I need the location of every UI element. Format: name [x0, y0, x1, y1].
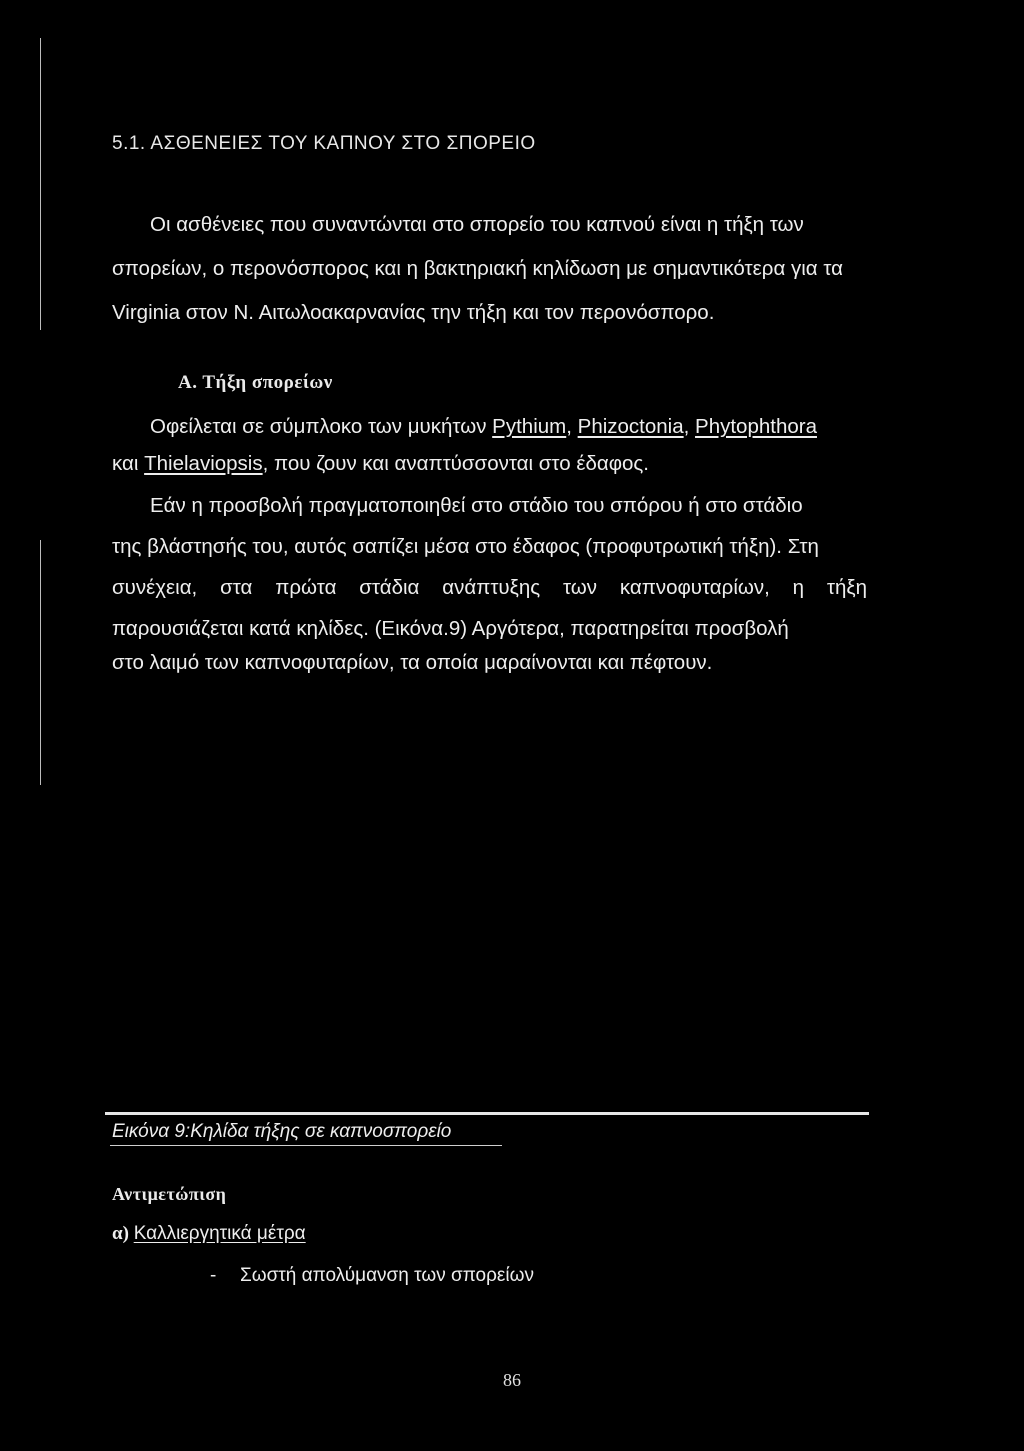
margin-scan-line [40, 38, 41, 330]
caption-underline [110, 1145, 502, 1146]
intro-line: σπορείων, ο περονόσπορος και η βακτηριακή κηλίδωση με σημαντικότερα για τα [112, 257, 844, 280]
treatment-subtitle [112, 1223, 306, 1245]
bullet-dash: - [210, 1265, 217, 1286]
pathogen-name: Thielaviopsis [144, 452, 263, 475]
paragraph-line: παρουσιάζεται κατά κηλίδες. (Εικόνα.9) Αργότερα, παρατηρείται προσβολή [112, 617, 789, 640]
figure-bottom-rule [105, 1112, 869, 1115]
text-span: και [112, 452, 145, 475]
list-item [210, 1265, 534, 1287]
paragraph-line [112, 452, 649, 476]
paragraph-line: της βλάστησής του, αυτός σαπίζει μέσα στο έδαφος (προφυτρωτική τήξη). Στη [112, 535, 819, 558]
text-span: Οφείλεται σε σύμπλοκο των μυκήτων [150, 415, 493, 438]
paragraph-line: Οφείλεται σε σύμπλοκο των μυκήτων Pythium, Phizoctonia, Phytophthora [150, 415, 817, 438]
list-label: α) [112, 1223, 134, 1244]
margin-scan-line [40, 540, 41, 785]
paragraph-line: συνέχεια, στα πρώτα στάδια ανάπτυξης των καπνοφυταρίων, η τήξη [112, 576, 867, 599]
bullet-text: Σωστή απολύμανση των σπορείων [240, 1265, 534, 1286]
intro-line: Virginia στον Ν. Αιτωλοακαρνανίας την τήξη και τον περονόσπορο. [112, 301, 715, 324]
treatment-title: Αντιμετώπιση [112, 1184, 227, 1204]
section-heading: 5.1. ΑΣΘΕΝΕΙΕΣ ΤΟΥ ΚΑΠΝΟΥ ΣΤΟ ΣΠΟΡΕΙΟ [112, 133, 536, 154]
paragraph-line: στο λαιμό των καπνοφυταρίων, τα οποία μαραίνονται και πέφτουν. [112, 651, 713, 674]
pathogen-name: Pythium [492, 415, 567, 438]
text-span: , που ζουν και αναπτύσσονται στο έδαφος. [262, 452, 649, 475]
figure-caption: Εικόνα 9:Κηλίδα τήξης σε καπνοσπορείο [112, 1121, 452, 1142]
measure-heading: Καλλιεργητικά μέτρα [133, 1223, 306, 1244]
pathogen-name: Phytophthora [695, 415, 817, 438]
subsection-title: Α. Τήξη σπορείων [178, 372, 333, 393]
pathogen-name: Phizoctonia [577, 415, 684, 438]
page-number: 86 [503, 1370, 521, 1390]
paragraph-line: Εάν η προσβολή πραγματοποιηθεί στο στάδιο του σπόρου ή στο στάδιο [150, 494, 803, 517]
intro-line: Οι ασθένειες που συναντώνται στο σπορείο του καπνού είναι η τήξη των [150, 213, 804, 236]
